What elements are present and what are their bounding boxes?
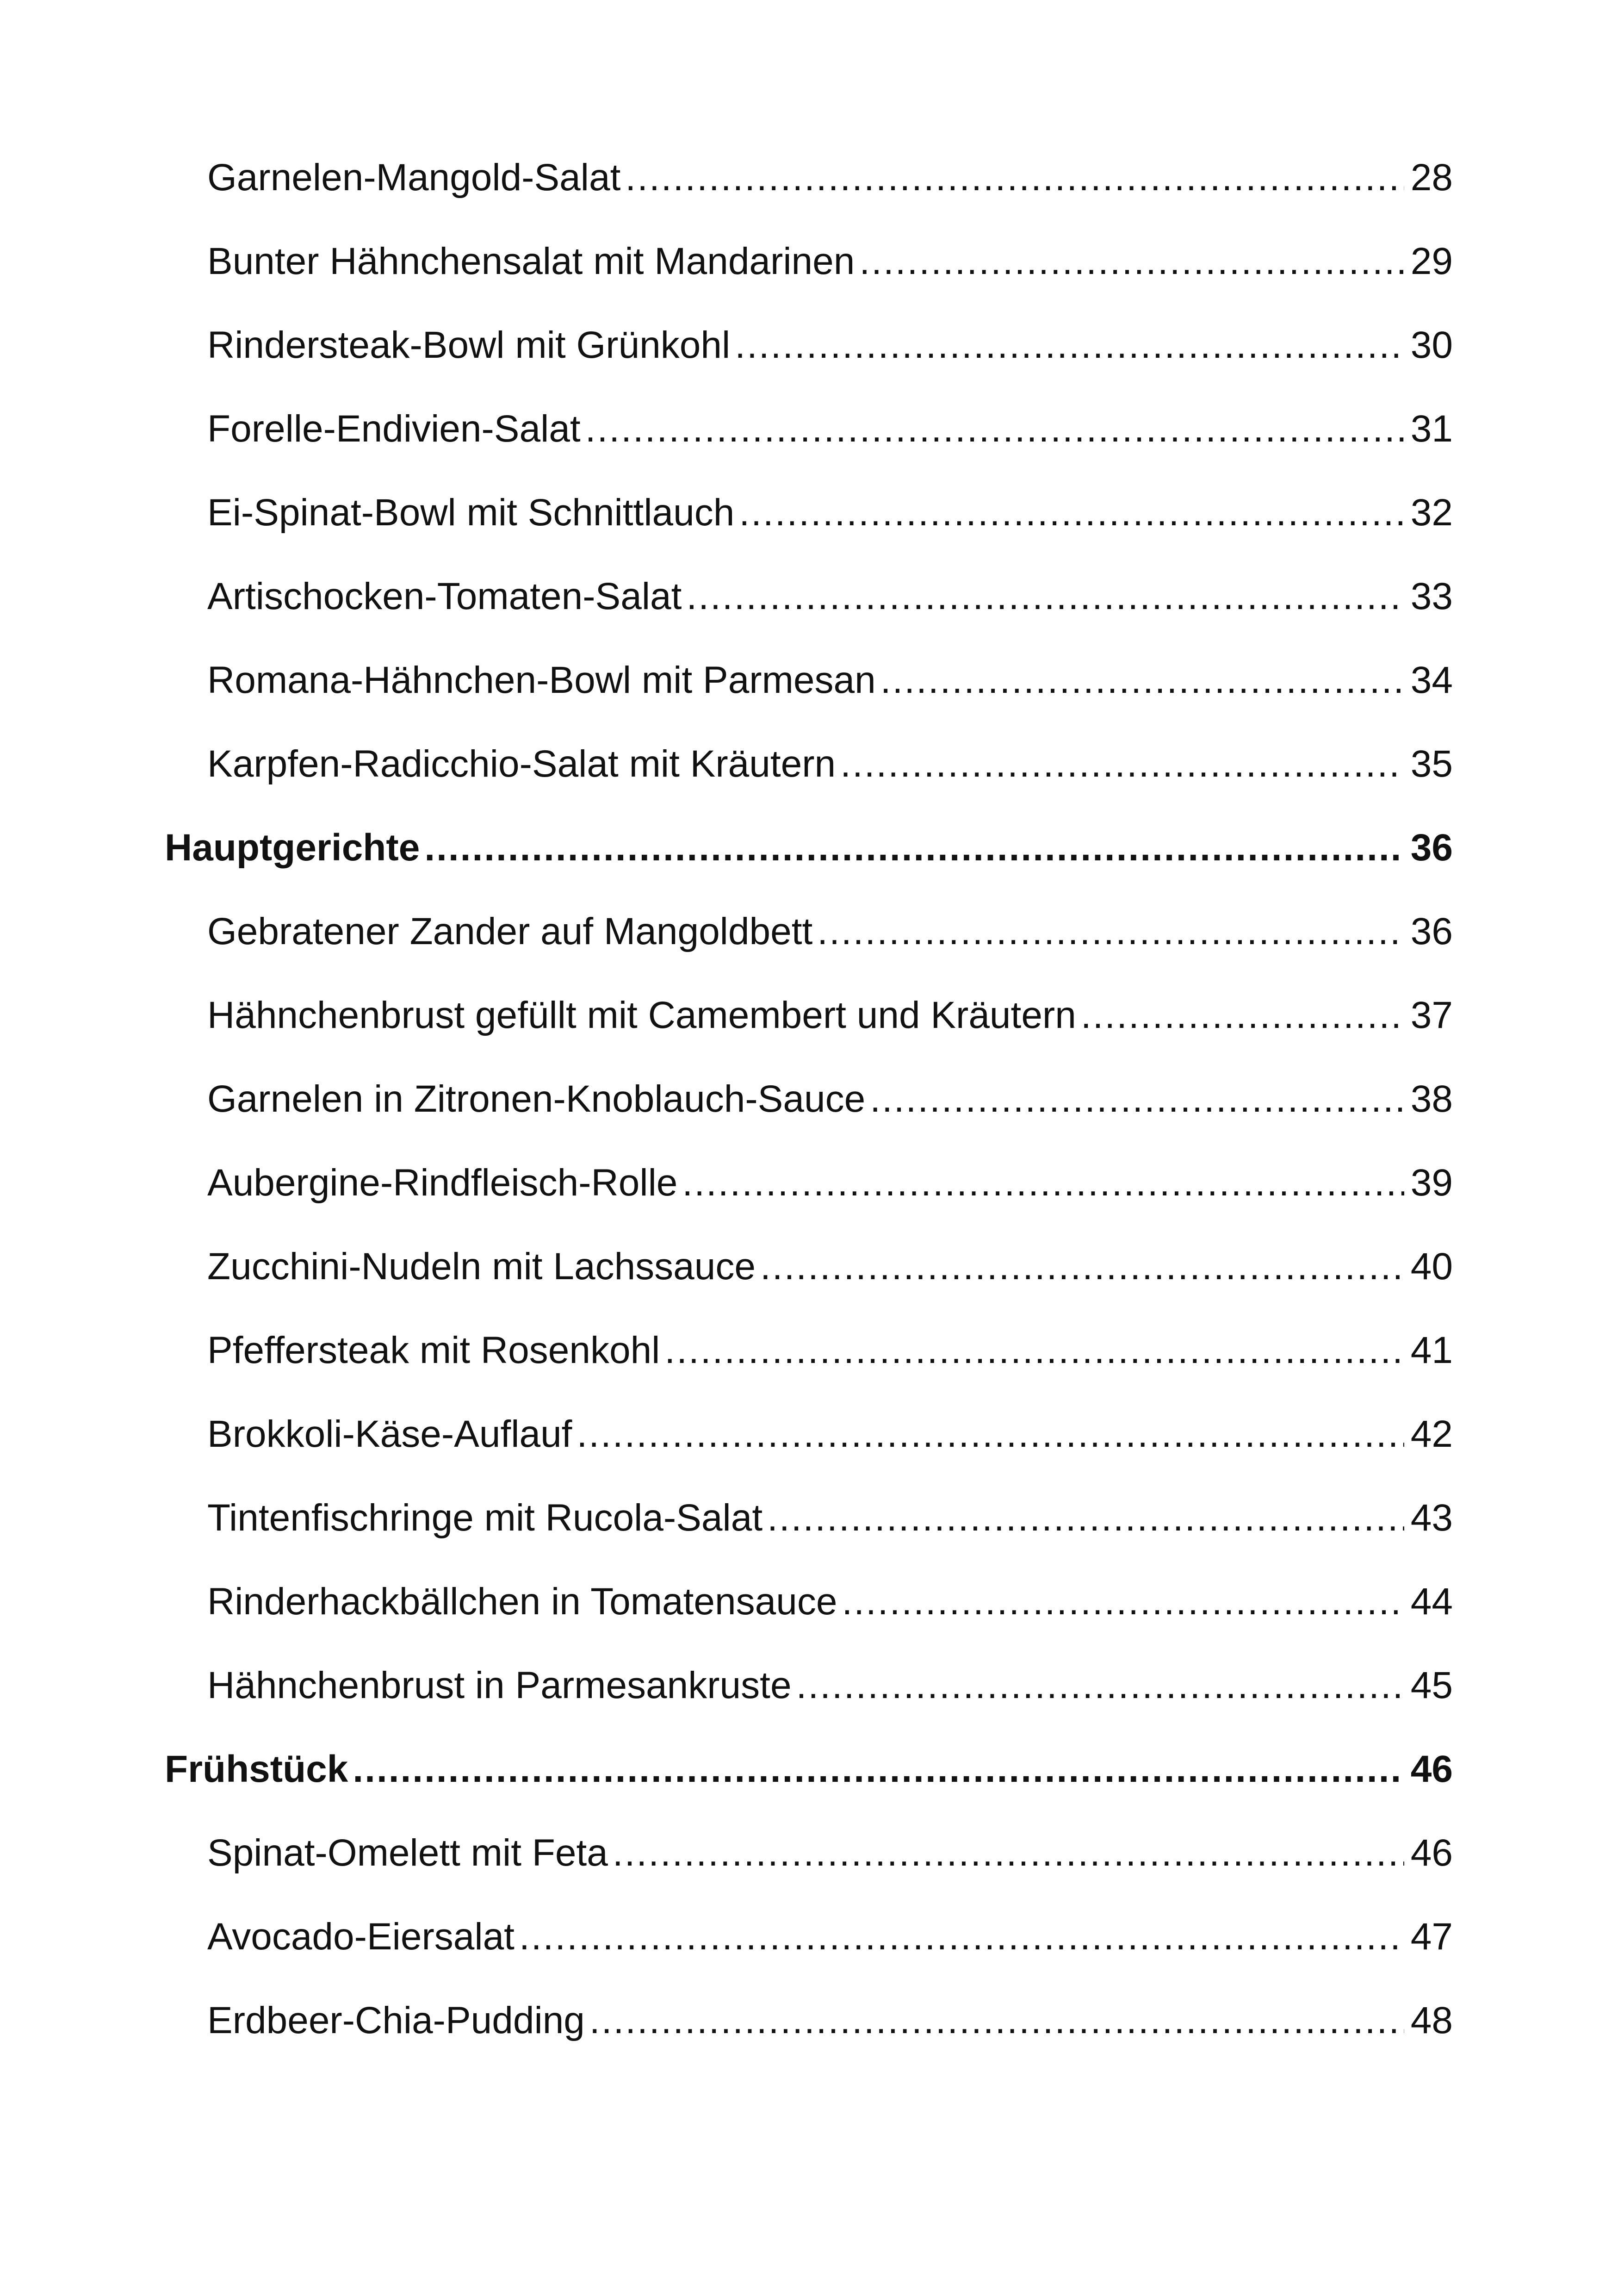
- toc-page-number: 40: [1410, 1245, 1453, 1288]
- table-of-contents: [165, 156, 1453, 2085]
- toc-entry-title: Romana-Hähnchen-Bowl mit Parmesan: [207, 659, 876, 701]
- toc-page-number: 48: [1410, 1999, 1453, 2041]
- toc-page-number: 33: [1410, 575, 1453, 617]
- toc-dot-leader: [760, 1248, 1404, 1286]
- toc-entry-title: Pfeffersteak mit Rosenkohl: [207, 1329, 660, 1371]
- toc-page-number: 32: [1410, 492, 1453, 534]
- toc-dot-leader: [796, 1667, 1404, 1705]
- toc-dot-leader: [870, 1080, 1404, 1118]
- toc-page-number: 37: [1410, 994, 1453, 1036]
- toc-page-number: 45: [1410, 1664, 1453, 1706]
- toc-entry-title: Erdbeer-Chia-Pudding: [207, 1999, 585, 2041]
- toc-chapter-title: Hauptgerichte: [165, 827, 420, 869]
- toc-page-number: 31: [1410, 408, 1453, 450]
- toc-page-number: 47: [1410, 1916, 1453, 1958]
- toc-entry[interactable]: [165, 1164, 1453, 1248]
- toc-entry[interactable]: [165, 745, 1453, 829]
- toc-page-number: 35: [1410, 743, 1453, 785]
- toc-page-number: 38: [1410, 1078, 1453, 1120]
- toc-entry[interactable]: [165, 1245, 1453, 1332]
- toc-entry-title: Brokkoli-Käse-Auflauf: [207, 1413, 572, 1455]
- toc-dot-leader: [613, 1834, 1404, 1872]
- toc-entry[interactable]: [165, 1580, 1453, 1667]
- toc-entry[interactable]: [165, 240, 1453, 326]
- toc-page-number: 46: [1410, 1748, 1453, 1790]
- toc-dot-leader: [1081, 996, 1404, 1034]
- toc-entry-title: Zucchini-Nudeln mit Lachssauce: [207, 1245, 756, 1288]
- toc-entry[interactable]: [165, 1834, 1453, 1918]
- toc-dot-leader: [625, 159, 1404, 197]
- toc-dot-leader: [735, 326, 1404, 364]
- toc-page-number: 42: [1410, 1413, 1453, 1455]
- toc-dot-leader: [664, 1332, 1404, 1369]
- toc-entry[interactable]: [165, 156, 1453, 243]
- toc-entry-title: Karpfen-Radicchio-Salat mit Kräutern: [207, 743, 836, 785]
- toc-entry-title: Hähnchenbrust in Parmesankruste: [207, 1664, 792, 1706]
- toc-entry[interactable]: [165, 1499, 1453, 1583]
- toc-dot-leader: [353, 1750, 1404, 1788]
- toc-page-number: 28: [1410, 156, 1453, 199]
- toc-dot-leader: [739, 494, 1404, 532]
- toc-page-number: 34: [1410, 659, 1453, 701]
- toc-entry-title: Aubergine-Rindfleisch-Rolle: [207, 1162, 678, 1204]
- toc-entry-title: Tintenfischringe mit Rucola-Salat: [207, 1497, 763, 1539]
- toc-dot-leader: [585, 410, 1404, 448]
- toc-page-number: 44: [1410, 1580, 1453, 1623]
- toc-page-number: 41: [1410, 1329, 1453, 1371]
- toc-dot-leader: [577, 1415, 1404, 1453]
- toc-entry-title: Rinderhackbällchen in Tomatensauce: [207, 1580, 837, 1623]
- toc-dot-leader: [840, 745, 1404, 783]
- toc-page-number: 39: [1410, 1162, 1453, 1204]
- toc-dot-leader: [817, 913, 1404, 951]
- toc-entry-title: Garnelen-Mangold-Salat: [207, 156, 621, 199]
- toc-chapter-heading[interactable]: [165, 829, 1453, 913]
- toc-entry[interactable]: [165, 1664, 1453, 1750]
- toc-dot-leader: [767, 1499, 1404, 1537]
- toc-dot-leader: [880, 661, 1404, 699]
- toc-entry[interactable]: [165, 1080, 1453, 1164]
- toc-entry[interactable]: [165, 1415, 1453, 1499]
- toc-page-number: 46: [1410, 1832, 1453, 1874]
- toc-dot-leader: [842, 1583, 1404, 1621]
- toc-dot-leader: [682, 1164, 1404, 1202]
- toc-entry[interactable]: [165, 910, 1453, 996]
- toc-page-number: 36: [1410, 910, 1453, 952]
- toc-page-number: 36: [1410, 827, 1453, 869]
- toc-entry-title: Forelle-Endivien-Salat: [207, 408, 581, 450]
- toc-entry-title: Gebratener Zander auf Mangoldbett: [207, 910, 813, 952]
- toc-entry[interactable]: [165, 575, 1453, 661]
- toc-entry-title: Garnelen in Zitronen-Knoblauch-Sauce: [207, 1078, 866, 1120]
- toc-page-number: 30: [1410, 324, 1453, 366]
- toc-entry[interactable]: [165, 1999, 1453, 2085]
- toc-entry[interactable]: [165, 326, 1453, 410]
- toc-page-number: 29: [1410, 240, 1453, 282]
- toc-entry[interactable]: [165, 1329, 1453, 1415]
- toc-dot-leader: [519, 1918, 1404, 1956]
- toc-dot-leader: [589, 2002, 1404, 2040]
- toc-entry[interactable]: [165, 996, 1453, 1080]
- toc-entry-title: Hähnchenbrust gefüllt mit Camembert und Kräutern: [207, 994, 1076, 1036]
- toc-entry[interactable]: [165, 1918, 1453, 2002]
- toc-entry-title: Artischocken-Tomaten-Salat: [207, 575, 682, 617]
- toc-entry-title: Avocado-Eiersalat: [207, 1916, 515, 1958]
- toc-entry-title: Rindersteak-Bowl mit Grünkohl: [207, 324, 731, 366]
- toc-entry[interactable]: [165, 494, 1453, 578]
- toc-dot-leader: [859, 243, 1404, 280]
- toc-page-number: 43: [1410, 1497, 1453, 1539]
- toc-dot-leader: [424, 829, 1404, 867]
- toc-entry[interactable]: [165, 410, 1453, 494]
- toc-entry-title: Bunter Hähnchensalat mit Mandarinen: [207, 240, 855, 282]
- toc-entry-title: Spinat-Omelett mit Feta: [207, 1832, 608, 1874]
- toc-entry-title: Ei-Spinat-Bowl mit Schnittlauch: [207, 492, 735, 534]
- toc-dot-leader: [686, 578, 1404, 616]
- toc-chapter-title: Frühstück: [165, 1748, 348, 1790]
- toc-entry[interactable]: [165, 661, 1453, 745]
- toc-chapter-heading[interactable]: [165, 1750, 1453, 1834]
